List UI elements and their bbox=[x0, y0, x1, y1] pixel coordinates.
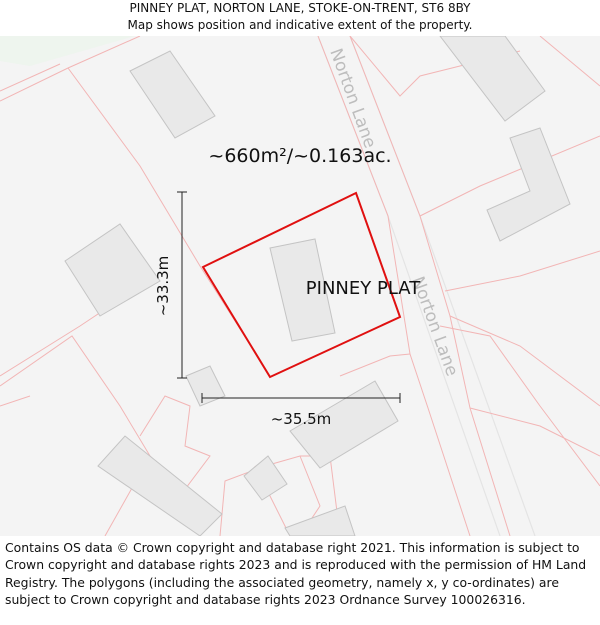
property-name-label: PINNEY PLAT bbox=[305, 278, 421, 299]
map-subtitle: Map shows position and indicative extent of the property. bbox=[127, 18, 473, 32]
width-measure-label: ~35.5m bbox=[270, 410, 332, 428]
street-label-lower: Norton Lane bbox=[407, 273, 462, 379]
property-map[interactable] bbox=[0, 36, 600, 536]
street-label-upper: Norton Lane bbox=[325, 45, 380, 151]
map-header bbox=[0, 0, 600, 36]
address-title: PINNEY PLAT, NORTON LANE, STOKE-ON-TRENT, ST6 8BY bbox=[129, 1, 471, 15]
area-label: ~660m²/~0.163ac. bbox=[208, 145, 392, 167]
copyright-notice: Contains OS data © Crown copyright and database right 2021. This information is subject to Crown copyright and database rights 2023 and is reproduced with the permission of HM Land Registry. The polygons (including the associated geometry, namely x, y co-ordinates) are subject to Crown copyright and database rights 2023 Ordnance Survey 100026316. bbox=[5, 540, 587, 607]
height-measure-label: ~33.3m bbox=[154, 255, 172, 317]
